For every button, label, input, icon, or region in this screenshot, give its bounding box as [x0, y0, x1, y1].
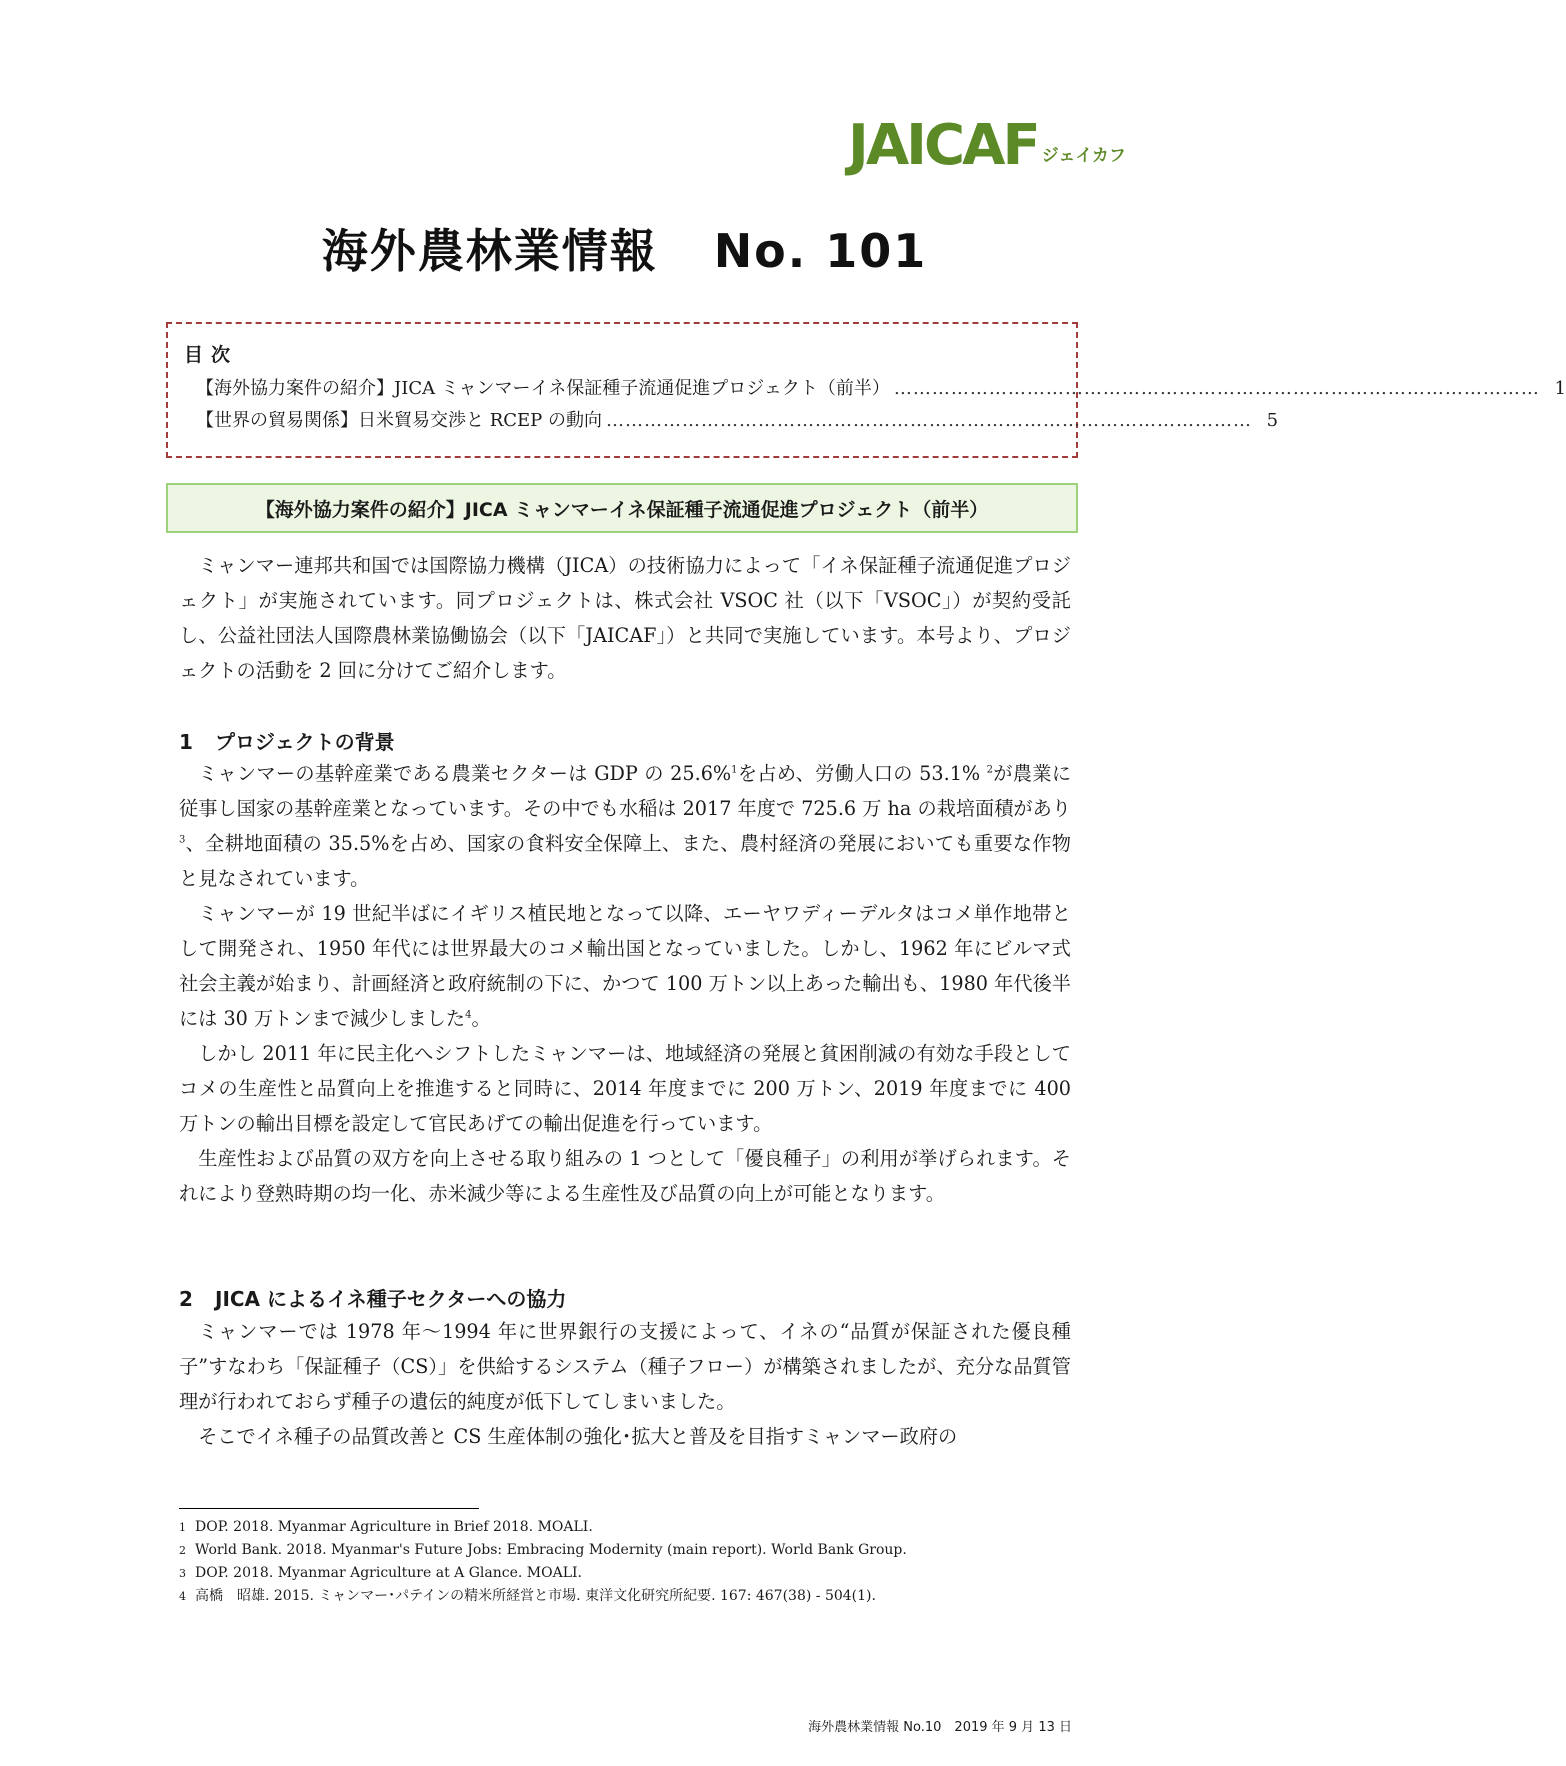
section-1-paragraph-4: 生産性および品質の双方を向上させる取り組みの 1 つとして「優良種子」の利用が挙げられます。それにより登熟時期の均一化、赤米減少等による生産性及び品質の向上が可能となります。 [179, 1147, 1071, 1205]
footnote-ref[interactable]: 1 [731, 764, 738, 776]
section-1-paragraph-2 [179, 896, 1071, 1036]
text-run: を占め、労働人口の 53.1% [737, 762, 987, 785]
toc-entry-page: 5 [1266, 410, 1279, 431]
section-title: JICA によるイネ種子セクターへの協力 [215, 1287, 567, 1311]
footnotes [179, 1516, 1079, 1608]
logo-wordmark: JAICAF [848, 113, 1038, 178]
footnote-ref[interactable]: 3 [179, 834, 186, 846]
article-banner: 【海外協力案件の紹介】JICA ミャンマーイネ保証種子流通促進プロジェクト（前半） [166, 483, 1078, 533]
footnote-ref[interactable]: 4 [465, 1009, 472, 1021]
footnote-ref[interactable]: 2 [986, 764, 993, 776]
page-footer: 海外農林業情報 No.10 2019 年 9 月 13 日 [808, 1720, 1072, 1735]
toc-entry-label: 【世界の貿易関係】日米貿易交渉と RCEP の動向 [196, 410, 603, 431]
title-text: 海外農林業情報 [321, 224, 658, 278]
footnote-divider [179, 1508, 479, 1509]
toc-leader: ………………………………………………………………………………………… [893, 378, 1540, 399]
section-2-heading [179, 1283, 566, 1312]
toc-heading: 目次 [184, 344, 239, 366]
footnote-number: 4 [179, 1590, 186, 1603]
footnote-text: DOP. 2018. Myanmar Agriculture at A Glance. MOALI. [195, 1565, 582, 1581]
toc-entry-page: 1 [1554, 378, 1566, 399]
text-run: が農業に従事し国家の基幹産業となっています。その中でも水稲は 2017 年度で 725.6 万 ha の栽培面積があり [179, 762, 1072, 820]
toc-leader: ………………………………………………………………………………………… [606, 410, 1253, 431]
toc-entry[interactable] [196, 406, 1279, 432]
footnote-text: 高橋 昭雄. 2015. ミャンマー･パテインの精米所経営と市場. 東洋文化研究所紀要. 167: 467(38) - 504(1). [195, 1588, 876, 1604]
text-run: 。 [471, 1007, 491, 1030]
text-run: ミャンマーの基幹産業である農業セクターは GDP の 25.6% [198, 762, 732, 785]
logo-katakana: ジェイカフ [1041, 146, 1126, 166]
section-1-paragraph-1 [179, 756, 1071, 896]
section-1-paragraph-3: しかし 2011 年に民主化へシフトしたミャンマーは、地域経済の発展と貧困削減の有効な手段としてコメの生産性と品質向上を推進すると同時に、2014 年度までに 200 万トン、2019 年度までに 400 万トンの輸出目標を設定して官民あげての輸出促進を行っています。 [179, 1042, 1071, 1135]
toc-entry-label: 【海外協力案件の紹介】JICA ミャンマーイネ保証種子流通促進プロジェクト（前半） [196, 378, 890, 399]
footnote-number: 1 [179, 1521, 186, 1534]
page-title [0, 215, 1249, 281]
footnote [179, 1539, 1079, 1562]
table-of-contents [166, 322, 1566, 458]
issue-number: No. 101 [713, 224, 928, 278]
section-2-paragraph-2: そこでイネ種子の品質改善と CS 生産体制の強化･拡大と普及を目指すミャンマー政府の [198, 1425, 958, 1448]
section-1-heading [179, 726, 395, 755]
footnote [179, 1585, 1079, 1608]
footnote-number: 3 [179, 1567, 186, 1580]
footnote-number: 2 [179, 1544, 186, 1557]
section-number: 2 [179, 1287, 193, 1311]
footnote [179, 1562, 1079, 1585]
section-title: プロジェクトの背景 [215, 730, 395, 754]
text-run: ミャンマーが 19 世紀半ばにイギリス植民地となって以降、エーヤワディーデルタはコメ単作地帯として開発され、1950 年代には世界最大のコメ輸出国となっていました。しかし、1962 年にビルマ式社会主義が始まり、計画経済と政府統制の下に、かつて 100 万トン以上あった輸出も、1980 年代後半には 30 万トンまで減少しました [179, 902, 1071, 1030]
footnote-text: DOP. 2018. Myanmar Agriculture in Brief 2018. MOALI. [195, 1519, 593, 1535]
footnote [179, 1516, 1079, 1539]
toc-entry[interactable] [196, 374, 1566, 400]
section-2-paragraph-1: ミャンマーでは 1978 年～1994 年に世界銀行の支援によって、イネの“品質が保証された優良種子”すなわち「保証種子（CS）」を供給するシステム（種子フロー）が構築されましたが、充分な品質管理が行われておらず種子の遺伝的純度が低下してしまいました。 [179, 1320, 1071, 1413]
intro-paragraph: ミャンマー連邦共和国では国際協力機構（JICA）の技術協力によって「イネ保証種子流通促進プロジェクト」が実施されています。同プロジェクトは、株式会社 VSOC 社（以下「VSOC」）が契約受託し、公益社団法人国際農林業協働協会（以下「JAICAF」）と共同で実施しています。本号より、プロジェクトの活動を 2 回に分けてご紹介します。 [179, 554, 1071, 682]
jaicaf-logo [848, 113, 1126, 178]
section-number: 1 [179, 730, 193, 754]
footnote-text: World Bank. 2018. Myanmar's Future Jobs: Embracing Modernity (main report). World Bank Group. [195, 1542, 907, 1558]
text-run: 、全耕地面積の 35.5%を占め、国家の食料安全保障上、また、農村経済の発展においても重要な作物と見なされています。 [179, 832, 1071, 890]
